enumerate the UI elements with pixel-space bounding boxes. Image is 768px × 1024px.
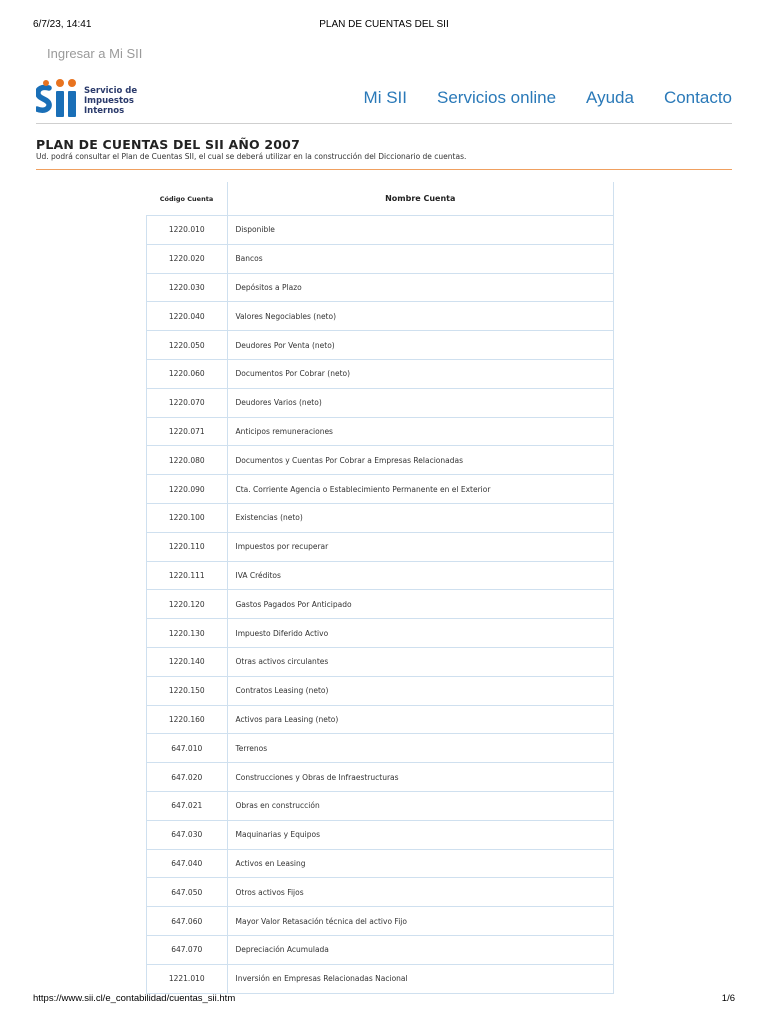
nav-ayuda[interactable]: Ayuda — [586, 88, 634, 107]
table-row — [147, 302, 614, 331]
account-name: Otras activos circulantes — [227, 647, 614, 676]
table-row — [147, 619, 614, 648]
account-code: 1220.150 — [147, 676, 228, 705]
account-code: 1220.160 — [147, 705, 228, 734]
account-code: 647.021 — [147, 791, 228, 820]
table-row — [147, 763, 614, 792]
account-code: 1220.100 — [147, 503, 228, 532]
account-name: Activos para Leasing (neto) — [227, 705, 614, 734]
page-subtitle: Ud. podrá consultar el Plan de Cuentas SII, el cual se deberá utilizar en la construcción del Diccionario de cuentas. — [36, 152, 467, 161]
logo-text — [84, 86, 137, 116]
print-url: https://www.sii.cl/e_contabilidad/cuentas_sii.htm — [33, 993, 236, 1004]
nav-contacto[interactable]: Contacto — [663, 88, 732, 107]
main-nav — [364, 88, 732, 108]
table-body — [147, 216, 614, 994]
table-row — [147, 359, 614, 388]
table-row — [147, 273, 614, 302]
account-code: 1220.090 — [147, 475, 228, 504]
account-code: 647.060 — [147, 907, 228, 936]
account-name: Existencias (neto) — [227, 503, 614, 532]
print-title: PLAN DE CUENTAS DEL SII — [319, 19, 449, 30]
account-code: 647.040 — [147, 849, 228, 878]
account-code: 1220.010 — [147, 216, 228, 245]
account-name: Depósitos a Plazo — [227, 273, 614, 302]
table-row — [147, 503, 614, 532]
logo-line-1: Servicio de — [84, 86, 138, 96]
table-row — [147, 216, 614, 245]
print-page-number: 1/6 — [721, 993, 735, 1004]
title-divider — [36, 169, 732, 170]
table-row — [147, 791, 614, 820]
table-row — [147, 647, 614, 676]
account-name: Documentos Por Cobrar (neto) — [227, 359, 614, 388]
account-code: 1220.050 — [147, 331, 228, 360]
table-row — [147, 849, 614, 878]
account-code: 1220.020 — [147, 244, 228, 273]
account-name: Anticipos remuneraciones — [227, 417, 614, 446]
account-name: Contratos Leasing (neto) — [227, 676, 614, 705]
table-row — [147, 878, 614, 907]
login-link[interactable]: Ingresar a Mi SII — [47, 46, 143, 61]
account-code: 1220.060 — [147, 359, 228, 388]
table-row — [147, 676, 614, 705]
account-name: Activos en Leasing — [227, 849, 614, 878]
account-name: IVA Créditos — [227, 561, 614, 590]
account-code: 647.030 — [147, 820, 228, 849]
table-row — [147, 734, 614, 763]
account-name: Inversión en Empresas Relacionadas Nacional — [227, 964, 614, 993]
print-datetime: 6/7/23, 14:41 — [33, 19, 92, 30]
account-name: Disponible — [227, 216, 614, 245]
sii-logo[interactable] — [36, 78, 146, 120]
nav-mi-sii[interactable]: Mi SII — [363, 88, 407, 107]
table-row — [147, 907, 614, 936]
page-title: PLAN DE CUENTAS DEL SII AÑO 2007 — [36, 137, 300, 152]
account-code: 647.070 — [147, 935, 228, 964]
logo-line-3: Internos — [84, 106, 125, 116]
account-code: 1220.110 — [147, 532, 228, 561]
accounts-table — [146, 182, 614, 994]
table-row — [147, 705, 614, 734]
account-code: 1220.130 — [147, 619, 228, 648]
account-name: Obras en construcción — [227, 791, 614, 820]
table-row — [147, 590, 614, 619]
account-name: Impuesto Diferido Activo — [227, 619, 614, 648]
account-code: 1220.070 — [147, 388, 228, 417]
account-name: Deudores Varios (neto) — [227, 388, 614, 417]
table-row — [147, 475, 614, 504]
nav-servicios-online[interactable]: Servicios online — [436, 88, 557, 107]
account-name: Otros activos Fijos — [227, 878, 614, 907]
account-name: Deudores Por Venta (neto) — [227, 331, 614, 360]
account-code: 647.050 — [147, 878, 228, 907]
table-row — [147, 532, 614, 561]
table-row — [147, 446, 614, 475]
table-row — [147, 388, 614, 417]
table-row — [147, 820, 614, 849]
table-row — [147, 964, 614, 993]
account-name: Bancos — [227, 244, 614, 273]
account-name: Valores Negociables (neto) — [227, 302, 614, 331]
account-name: Depreciación Acumulada — [227, 935, 614, 964]
name-column-header: Nombre Cuenta — [227, 182, 614, 216]
account-code: 1220.030 — [147, 273, 228, 302]
account-code: 647.020 — [147, 763, 228, 792]
account-code: 647.010 — [147, 734, 228, 763]
account-code: 1220.111 — [147, 561, 228, 590]
table-row — [147, 561, 614, 590]
table-header-row — [147, 182, 614, 216]
code-column-header: Código Cuenta — [147, 182, 228, 216]
account-code: 1220.071 — [147, 417, 228, 446]
account-code: 1220.080 — [147, 446, 228, 475]
account-name: Cta. Corriente Agencia o Establecimiento Permanente en el Exterior — [227, 475, 614, 504]
table-row — [147, 935, 614, 964]
account-name: Terrenos — [227, 734, 614, 763]
account-name: Maquinarias y Equipos — [227, 820, 614, 849]
account-name: Impuestos por recuperar — [227, 532, 614, 561]
account-name: Construcciones y Obras de Infraestructuras — [227, 763, 614, 792]
account-code: 1220.040 — [147, 302, 228, 331]
account-code: 1221.010 — [147, 964, 228, 993]
account-code: 1220.140 — [147, 647, 228, 676]
sii-logo-icon — [36, 78, 82, 120]
account-code: 1220.120 — [147, 590, 228, 619]
logo-line-2: Impuestos — [84, 96, 134, 106]
account-name: Gastos Pagados Por Anticipado — [227, 590, 614, 619]
nav-divider — [36, 123, 732, 124]
table-row — [147, 331, 614, 360]
table-row — [147, 244, 614, 273]
print-header — [0, 0, 768, 40]
table-row — [147, 417, 614, 446]
account-name: Documentos y Cuentas Por Cobrar a Empresas Relacionadas — [227, 446, 614, 475]
account-name: Mayor Valor Retasación técnica del activo Fijo — [227, 907, 614, 936]
